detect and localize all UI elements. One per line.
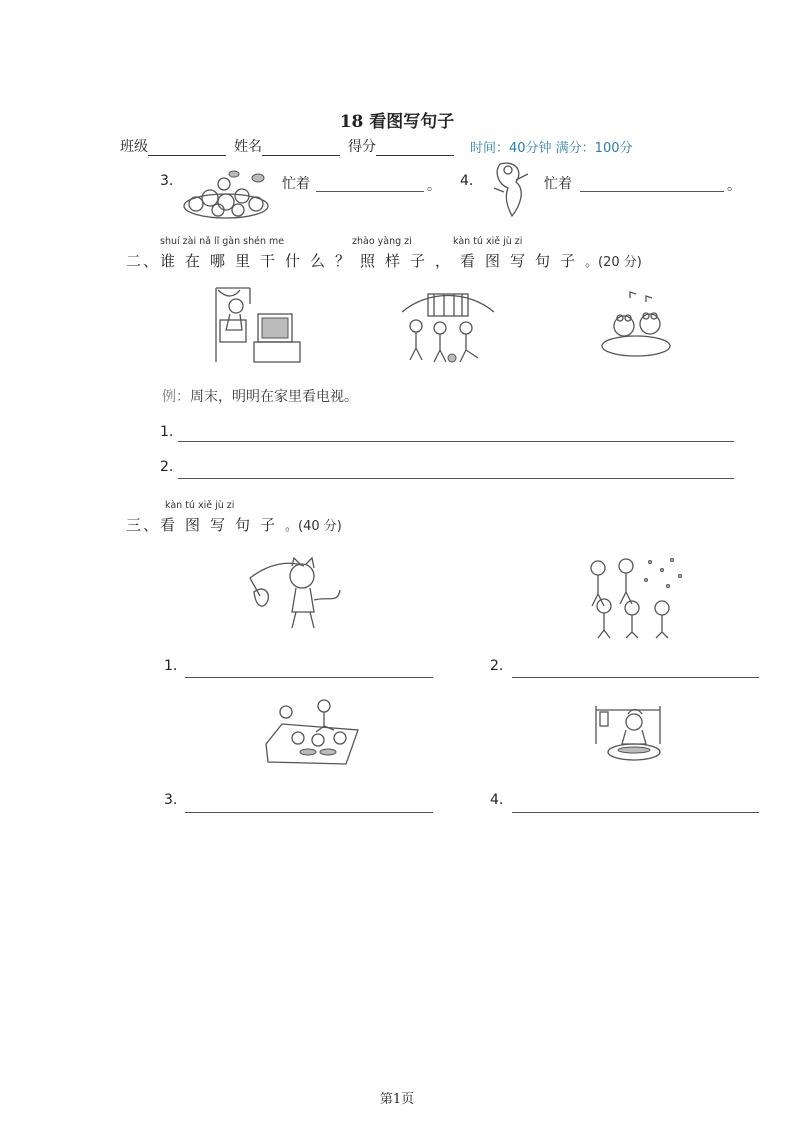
section-2-answer-line-1[interactable] xyxy=(178,440,734,442)
class-field[interactable] xyxy=(148,139,226,156)
section-3-score: 。(40 分) xyxy=(285,519,342,534)
example-label: 例： xyxy=(162,389,190,405)
item-3-number: 3. xyxy=(160,173,174,189)
section-2-score: 。(20 分) xyxy=(585,255,642,270)
section-3-answer-line-2[interactable] xyxy=(512,676,759,678)
section-3-answer-line-1[interactable] xyxy=(185,676,433,678)
boy-watching-tv-illustration xyxy=(210,284,306,368)
frogs-singing-illustration xyxy=(600,290,674,362)
section-2-title: 谁在哪里干什么？照样子，看图写句子 xyxy=(160,252,586,270)
section-2-pinyin-3: kàn tú xiě jù zi xyxy=(453,236,523,247)
kids-playing-football-illustration xyxy=(398,288,498,368)
score-field[interactable] xyxy=(376,139,454,156)
girl-washing-clothes-illustration xyxy=(588,700,668,768)
section-3-item-3-number: 3. xyxy=(164,792,178,808)
item-4-period: 。 xyxy=(727,178,741,194)
section-3-item-1-number: 1. xyxy=(164,658,178,674)
item-4-number: 4. xyxy=(460,173,474,189)
section-2-heading xyxy=(126,250,642,271)
section-3-pinyin: kàn tú xiě jù zi xyxy=(165,500,235,511)
example-sentence: 周末，明明在家里看电视。 xyxy=(190,389,358,405)
section-3-item-4-number: 4. xyxy=(490,792,504,808)
section-2-pinyin-2: zhào yàng zi xyxy=(352,236,412,247)
item-4-answer-line[interactable] xyxy=(580,190,724,192)
item-3-answer-line[interactable] xyxy=(316,190,424,192)
item-4-verb: 忙着 xyxy=(544,176,572,192)
bird-illustration xyxy=(486,158,534,220)
section-2-line-2-number: 2. xyxy=(160,459,174,475)
section-3-answer-line-3[interactable] xyxy=(185,811,433,813)
page-title: 18 看图写句子 xyxy=(339,112,455,132)
section-3-number: 三、 xyxy=(126,516,161,534)
item-3-period: 。 xyxy=(427,178,441,194)
cat-fishing-illustration xyxy=(248,556,354,632)
section-2-answer-line-2[interactable] xyxy=(178,477,734,479)
section-2-example xyxy=(162,386,358,406)
time-score-note: 时间：40分钟 满分：100分 xyxy=(470,141,633,156)
score-label: 得分 xyxy=(348,139,376,155)
section-2-pinyin-1: shuí zài nǎ lǐ gàn shén me xyxy=(160,236,285,247)
student-info-row xyxy=(120,136,633,156)
section-2-number: 二、 xyxy=(126,252,161,270)
page-number: 第1页 xyxy=(379,1092,415,1107)
section-3-answer-line-4[interactable] xyxy=(512,811,759,813)
kids-in-snow-illustration xyxy=(576,548,688,640)
name-field[interactable] xyxy=(262,139,340,156)
item-3-verb: 忙着 xyxy=(282,176,310,192)
family-picnic-illustration xyxy=(262,694,362,770)
name-label: 姓名 xyxy=(234,139,262,155)
section-3-heading xyxy=(126,514,342,535)
flowers-bees-illustration xyxy=(180,168,272,220)
class-label: 班级 xyxy=(120,139,148,155)
section-3-item-2-number: 2. xyxy=(490,658,504,674)
section-3-title: 看图写句子 xyxy=(160,516,286,534)
section-2-line-1-number: 1. xyxy=(160,424,174,440)
